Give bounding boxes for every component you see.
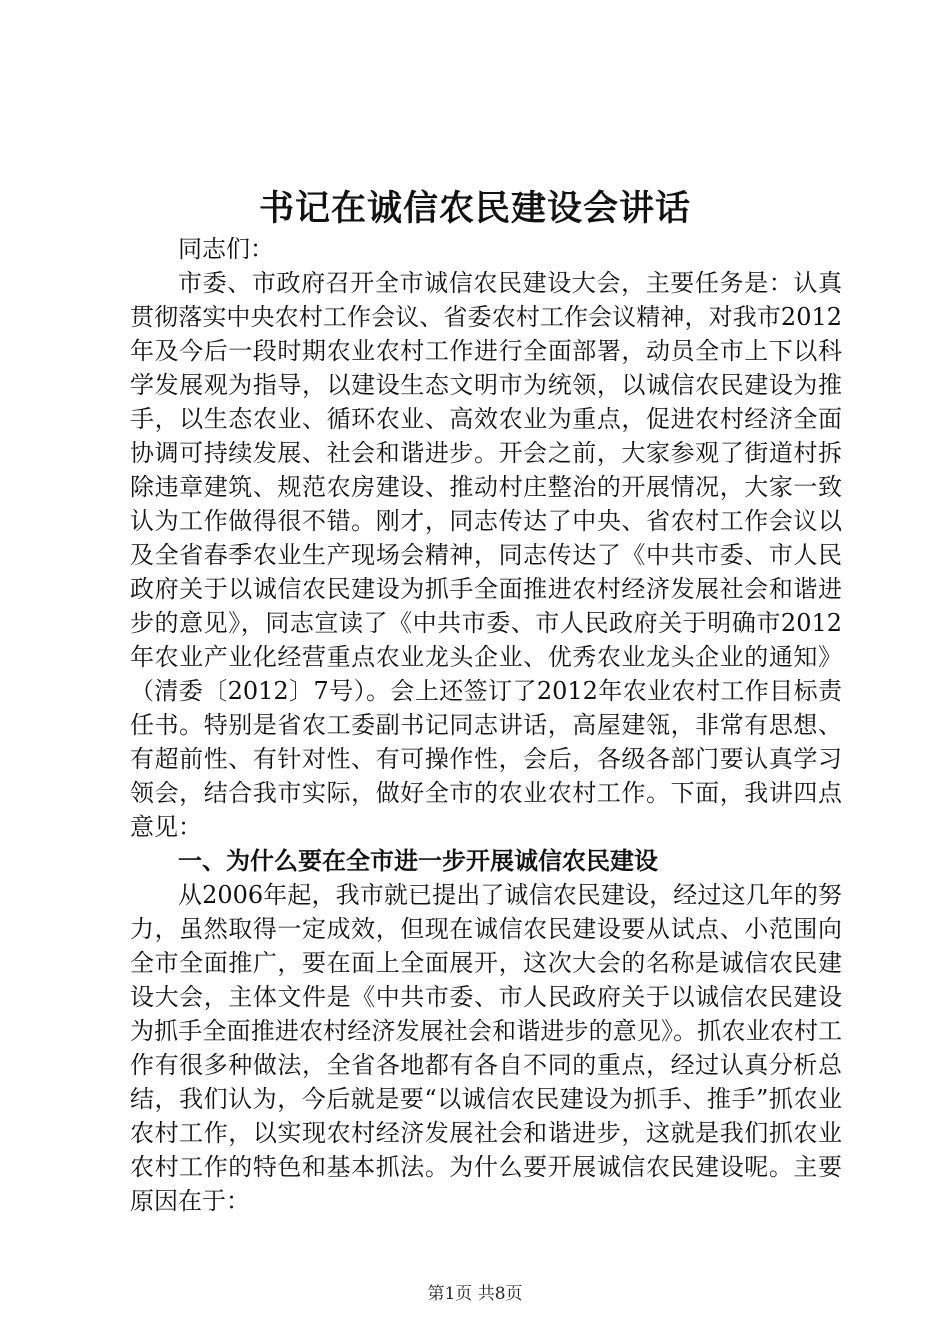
section-heading: 一、为什么要在全市进一步开展诚信农民建设 — [178, 846, 658, 875]
body-paragraph: 从2006年起，我市就已提出了诚信农民建设，经过这几年的努力，虽然取得一定成效，但现在诚信农民建设要从试点、小范围向全市全面推广，要在面上全面展开，这次大会的名称是诚信农民建设大会，主体文件是《中共市委、市人民政府关于以诚信农民建设为抓手全面推进农村经济发展社会和谐进步的意见》。抓农业农村工作有很多种做法，全省各地都有各自不同的重点，经过认真分析总结，我们认为，今后就是要“以诚信农民建设为抓手、推手”抓农业农村工作，以实现农村经济发展社会和谐进步，这就是我们抓农业农村工作的特色和基本抓法。为什么要开展诚信农民建设呢。主要原因在于： — [130, 881, 842, 1215]
document-body — [130, 232, 842, 1218]
page-number-footer: 第1页 共8页 — [427, 1284, 523, 1304]
document-title: 书记在诚信农民建设会讲话 — [258, 188, 691, 229]
greeting-paragraph: 同志们： — [178, 235, 274, 263]
body-paragraph: 市委、市政府召开全市诚信农民建设大会，主要任务是：认真贯彻落实中央农村工作会议、省委农村工作会议精神，对我市2012年及今后一段时期农业农村工作进行全面部署，动员全市上下以科学发展观为指导，以建设生态文明市为统领，以诚信农民建设为推手，以生态农业、循环农业、高效农业为重点，促进农村经济全面协调可持续发展、社会和谐进步。开会之前，大家参观了街道村拆除违章建筑、规范农房建设、推动村庄整治的开展情况，大家一致认为工作做得很不错。刚才，同志传达了中央、省农村工作会议以及全省春季农业生产现场会精神，同志传达了《中共市委、市人民政府关于以诚信农民建设为抓手全面推进农村经济发展社会和谐进步的意见》，同志宣读了《中共市委、市人民政府关于明确市2012年农业产业化经营重点农业龙头企业、优秀农业龙头企业的通知》（清委〔2012〕7号）。会上还签订了2012年农业农村工作目标责任书。特别是省农工委副书记同志讲话，高屋建瓴，非常有思想、有超前性、有针对性、有可操作性，会后，各级各部门要认真学习领会，结合我市实际，做好全市的农业农村工作。下面，我讲四点意见： — [130, 269, 842, 841]
